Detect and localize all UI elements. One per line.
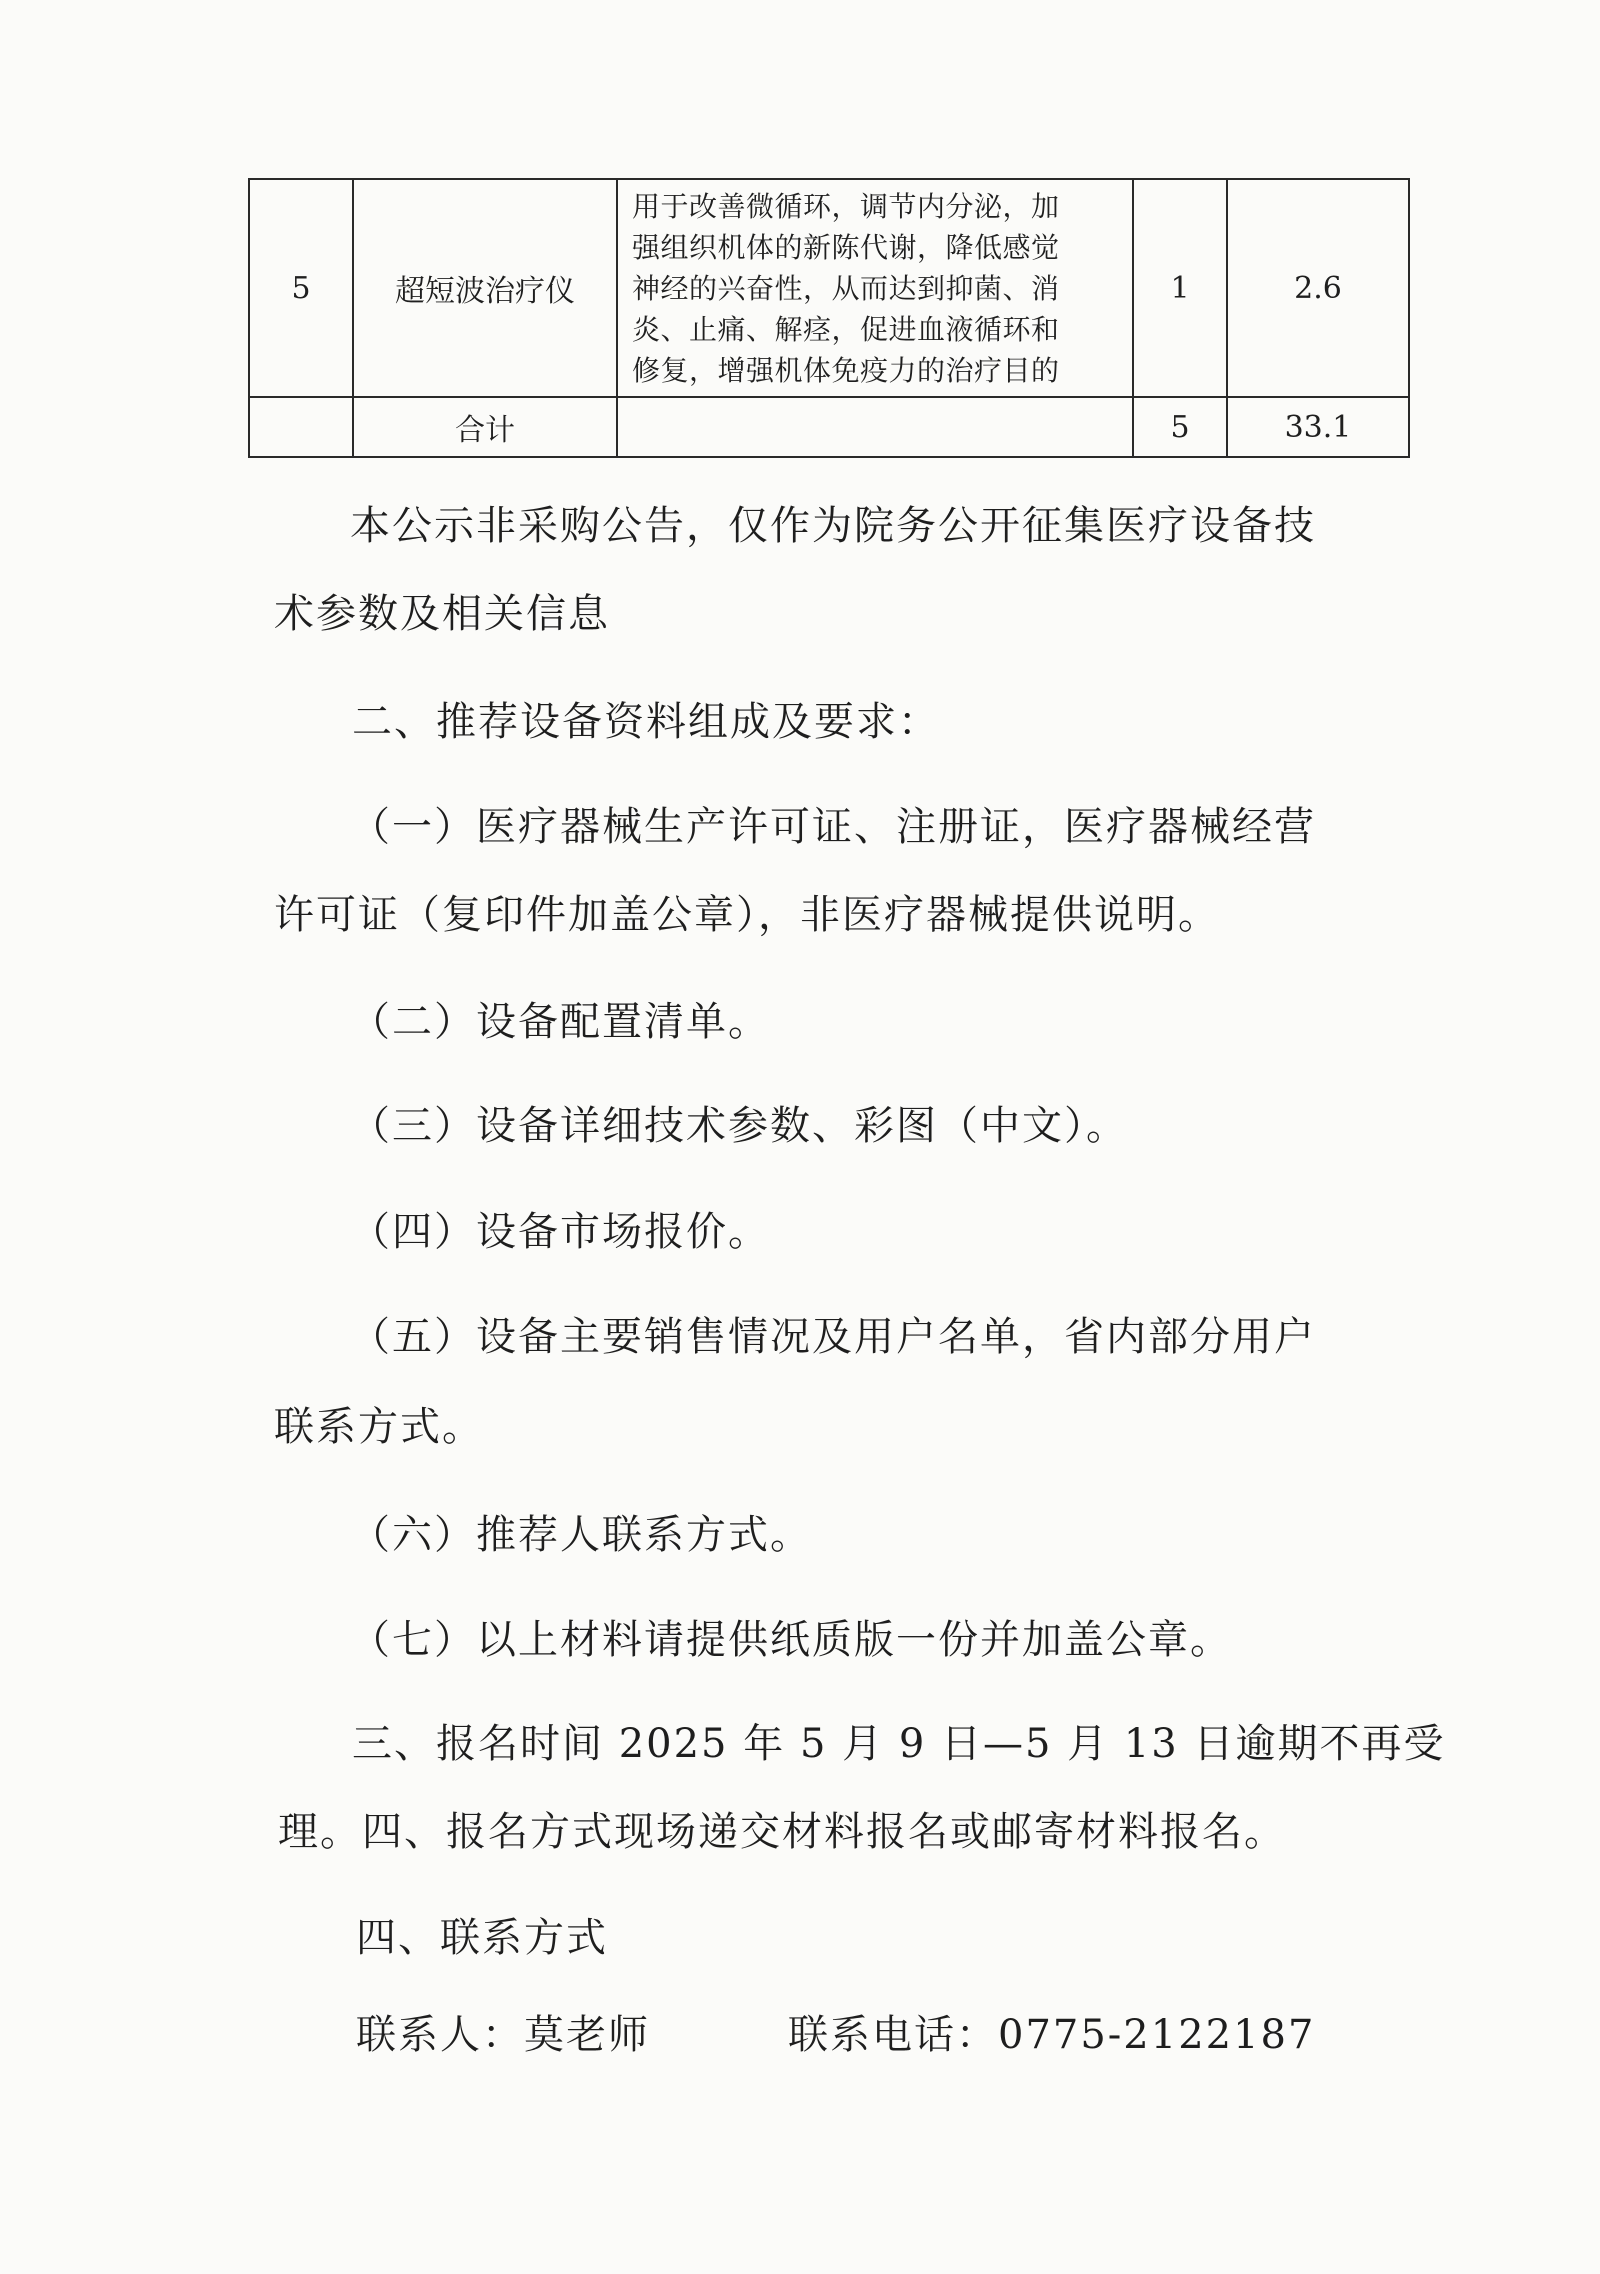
requirement-3: （三）设备详细技术参数、彩图（中文）。 bbox=[350, 1103, 1128, 1149]
table-row bbox=[249, 179, 1409, 397]
requirement-6: （六）推荐人联系方式。 bbox=[350, 1512, 812, 1558]
amount: 2.6 bbox=[1227, 179, 1409, 397]
requirement-4: （四）设备市场报价。 bbox=[350, 1209, 770, 1255]
section-heading-2: 二、推荐设备资料组成及要求： bbox=[352, 699, 940, 745]
total-amount: 33.1 bbox=[1227, 397, 1409, 457]
contact-person: 联系人：莫老师 bbox=[356, 2012, 650, 2058]
requirement-2: （二）设备配置清单。 bbox=[350, 999, 770, 1045]
total-number-cell bbox=[249, 397, 353, 457]
section-heading-contact: 四、联系方式 bbox=[356, 1915, 608, 1961]
quantity: 1 bbox=[1133, 179, 1227, 397]
requirement-7: （七）以上材料请提供纸质版一份并加盖公章。 bbox=[350, 1617, 1232, 1663]
description-line: 用于改善微循环，调节内分泌，加 bbox=[632, 189, 1060, 223]
contact-phone: 联系电话：0775-2122187 bbox=[788, 2012, 1316, 2058]
requirement-5-line-2: 联系方式。 bbox=[274, 1404, 484, 1450]
notice-line-2: 术参数及相关信息 bbox=[274, 591, 610, 637]
requirement-1-line-2: 许可证（复印件加盖公章），非医疗器械提供说明。 bbox=[274, 892, 1220, 938]
total-description bbox=[617, 397, 1133, 457]
equipment-description bbox=[617, 179, 1133, 397]
registration-line-2: 理。四、报名方式现场递交材料报名或邮寄材料报名。 bbox=[278, 1809, 1286, 1855]
requirement-5-line-1: （五）设备主要销售情况及用户名单，省内部分用户 bbox=[350, 1314, 1316, 1360]
description-line: 修复，增强机体免疫力的治疗目的 bbox=[632, 353, 1060, 387]
notice-line-1: 本公示非采购公告，仅作为院务公开征集医疗设备技 bbox=[350, 503, 1316, 549]
requirement-1-line-1: （一）医疗器械生产许可证、注册证，医疗器械经营 bbox=[350, 804, 1316, 850]
total-quantity: 5 bbox=[1133, 397, 1227, 457]
total-row bbox=[249, 397, 1409, 457]
equipment-name: 超短波治疗仪 bbox=[353, 179, 617, 397]
description-line: 炎、止痛、解痉，促进血液循环和 bbox=[632, 312, 1060, 346]
row-number: 5 bbox=[249, 179, 353, 397]
description-line: 强组织机体的新陈代谢，降低感觉 bbox=[632, 230, 1060, 264]
registration-line-1: 三、报名时间 2025 年 5 月 9 日—5 月 13 日逾期不再受 bbox=[352, 1721, 1446, 1767]
total-label: 合计 bbox=[353, 397, 617, 457]
equipment-table bbox=[248, 178, 1410, 458]
description-line: 神经的兴奋性，从而达到抑菌、消 bbox=[632, 271, 1060, 305]
